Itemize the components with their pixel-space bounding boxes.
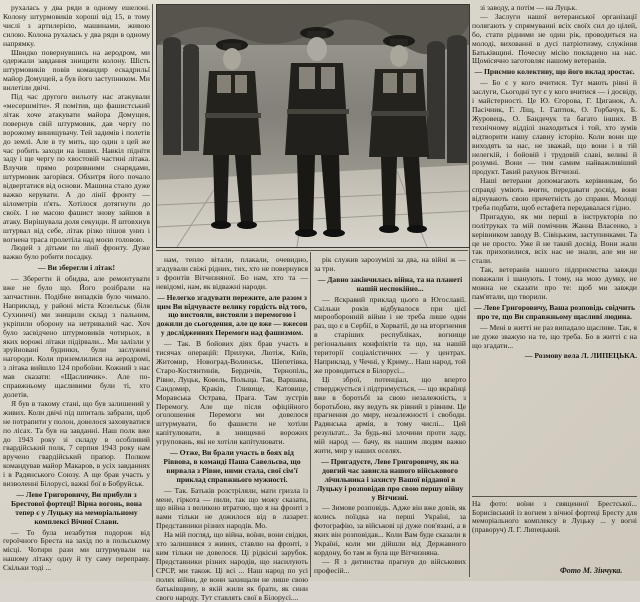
interview-question: — Пригадуєте, Леве Григоровичу, як на довгий час зависла нашого військового лічильника і захисту Вашої відданої в Луцьку і розповідав про свою першу війну у Вітчизні. [316, 456, 464, 502]
paragraph: Швидко повернувшись на аеродром, ми одержали завдання знищити колону. Шість штурмовиків повів командир ескадрильї майор Домущей, а був його заступником. Ми вилетіли двічі. [3, 47, 150, 93]
paragraph: — Зберегти й обидва, але ремонтувати вже не було що. Його розібрали на запчастини. Подібне випадків було чимало. Наприклад, у районі міста Козельськ (біля Сухиничі) ми знищили склад з пальним, укріпили оборону на нетривалий час. Хоч було засвідчено штурмовиків чотирьох, в яких ворожі літаки підірвали... Ми залізли у зруйновані будинки, були заслужені нагороди. Коли приземлилися на аеродромі, з літака вийшло 124 пробоїни. Кожний з нас мав сказати: «Щасливчик». Але по-справжньому щасливими були ті, хто долетів. [3, 274, 150, 399]
article-column-1 [3, 4, 150, 577]
paragraph: нам, тепло вітали, плакали, очевидно, згадували свіжі рідних, тих, хто не повернувся з фронтів Вітчизняної. Бо нам, хто та — невідомі, нам, як відважні народи. [156, 255, 308, 291]
photo-soldiers-image [157, 5, 469, 247]
paragraph: Під час другого вильоту нас атакували «месершміти». Я помітив, що фашистський літак хоче атакувати майора Домущея, повернув свій штурмовик, дав чергу по ворожому винищувачу. Тей задимів і полетів до землі. Але в ту мить, що один з цей же час робить заходи на інших. Навкіл піднітя заду і ще чергу по хвостовій частині літака. Влучив прямо розривними снарядами, штурмовик загорівся. Обхитря його почало відвертатися від основи. Машина стало дуже важко керувати. А до лінії фронту — кілометрів п'ять. Хотілося дотягнути до своїх. І не масою фашист знову зайшов в атаку. Вирішувала доля секунди. Я штовхнув штурвал від себе, літак різко пішов униз і вогнена траса пролетіла над моєю головою. [3, 92, 150, 244]
paragraph: — Бо є у кого вчитися. Тут мають рівні й заслуги, Сьогодні тут є у кого вчитися — і досвіду, і майстерності. Це Ю. Єгорова, Г. Циганок, А. Пасічник, Г. Ліщ, І. Гаптюк, О. Горбачук, Б. Журовець, О. Бандечук та багато інших. В технічному відділі знаходиться і той, хто зумів відтворити нашу славну історію. Коли вони ще виходять за нас, не зважай, що вони і в тій нелегкій, і бойовій і трудовій славі, великі й розумні. Вони — тим самим найважливіший продукт. Такий рахунок Вітчизні. [472, 78, 637, 177]
paragraph: — Зимове розповідь. Адже він вже довів, як колись поїздка на перші Україні, за фотографію, за військові ці дуже пов'язані, а в яких він розповідав... Коли Вам буде сказали в Україні, коли ми дійшли від Державного кордону, бо там ж була ще Вітчизняна. [314, 503, 466, 557]
photo-caption [472, 500, 637, 534]
paragraph: — Яскравий приклад цього в Югославії. Скільки років відбувалося при цієї мирооборонній війни і не треба лише один раз, що є в Сербії, в Хорватії, де на вторгнення в старіших республіках, вогнище регіональних конфліктів та що, на нашій території соціалістичних — у центрах. Наприклад, у Чечні, у Криму... Наш народ, той же проводиться в Білорусі... [314, 294, 466, 375]
interview-question: — Леве Григоровичу, Ви прибули з Брестової фортеці! Вірна вогонь, вона тепер є у Луцьку на меморіальному комплексі Вічної Слави. [11, 489, 142, 526]
paragraph: Наші ветерани допомагають керівникам, бо справді уміють вчити, передавати досвід, вони відчувають свою причетність до справи. Молоді треба подбати, щоб естафета передавалася гідно. [472, 176, 637, 212]
photo-credit: Фото М. Зінчука. [560, 566, 623, 575]
paragraph: рухалась у два ряди в одному ешелоні. Колону штурмовиків хороші від 15, в тому числі з артилерією, машинами, живою силою. Колона рухалась у два ряди в одному напрямку. [3, 3, 150, 48]
paragraph: На мій погляд, що війна, воїни, вони свідки, хто залишився з живих, ставлю на фронті, з ким тільки не довелося. Ці рідкісні зарубок. Представники різних народів, що насилують СРСР, ми також. Ці всі ... Наш народ по усі полях війни, де вони захищали не лише свою батьківщину, в якій жили як брати, як сини свого народу. Тут ставлять свої в Білорусі.... [156, 530, 308, 602]
article-column-2 [156, 255, 308, 602]
news-photo [156, 4, 470, 248]
column-divider [310, 252, 311, 577]
paragraph: Пригадую, як ми перші в інструкторів по політруках та мій помічник Жанна Власенко, з керівником заводу В. Сівіцьким, заступниками. Та це не просто. Уже й не такий досвід. Вони жали так прихопилися, всіх нас не знали, але ми не стали. [472, 211, 637, 266]
paragraph: — То була незабутня подорож від героїчного Бреста на захід по в польському місці. Чотири рази ми штурмували на нашому літаку одну й ту саму переправу. Скільки тоді ... [3, 527, 150, 573]
byline: — Розмову вела Л. ЛИПЕЦЬКА. [524, 351, 637, 361]
interview-question: — Леве Григоровичу, Ваша розповідь свідчить про те, що Ви справжньому щасливі людина. [473, 302, 636, 321]
column-divider [152, 4, 153, 577]
article-column-3 [314, 256, 466, 577]
paragraph: Я був в такому стані, що був залишений у живих. Коли двічі під шпиталь забрали, щоб не потрапити у полон, довелося заховуватися по лісах. Та був на завданні. Наш полк вже до 1943 року зі складу в особливий гвардійський полк, 7 серпня 1943 року нам вручено гвардійський прапор. Полком командував майор Макаров, в усіх завданнях і в Радянського Союзу. А ще брав участь у визволенні Білорусі, важкі бої в Бобруйськ. [3, 398, 150, 489]
article-column-4 [472, 4, 637, 496]
interview-question: — Приємно колективу, що його вклад зростає. [474, 67, 635, 77]
paragraph: — Мені в житті не раз випадало щасливе. Так, я не дуже зважую на те, що треба. Бо в житті є на що згадати... [472, 322, 637, 350]
interview-question: — Ви зберегли і літак! [37, 263, 116, 273]
paragraph: Ці зброї, потенціал, що вперто стверджується і підтримується, — що вкраїнці вже в боротьбі за свою незалежність, з боротьбою, яку ведуть як рівний з рівним. Це прагнення до миру, незалежності і свободи. Радянська армія, в тому числі... Цей результат... За будь-які злочини проти ладу, мій народ — бачу, як нашим людям важко жити, мир у наших оселях. [314, 374, 466, 456]
caption-divider [472, 496, 637, 497]
paragraph: — Заслуги нашої ветеранської організації полягають у спрямуванні всіх своїх сил до цілей, бо, стати рідними не один рік, проводиться на молоді, вихованні в дусі патріотизму, служіння Батьківщині. Почесну місію покладено на нас. Щомісячно заготовляє нашому ветеранів. [472, 11, 637, 66]
caption-text: На фото: воїни з священної Брестської... Борисівський із вогнем з вічної фортеці Бресту для меморіального комплексу в Луцьку ... у вогні (праворуч) Л. Г. Липецький. [472, 499, 637, 534]
paragraph: — Так. В бойових діях брав участь в тисячах операцій: Прилуки, Лютіж, Київ, Житомир, Новоград-Волинськ, Шепетівка, Старо-Костянтинів, Бердичів, Тернопіль, Рівне, Луцьк, Ковель, Польща. Так, Варшава, Сандомир, Краків, Гливице, Катовице, Моравська Острава, Прага. Там зустрів Перемогу. Але ще після офіційного оголошення Перемоги ми довелося штурмувати, бо фашисти не хотіли капітулювати, в знищенні ворожих угруповань, які не хотіли капітулювати. [156, 339, 308, 447]
paragraph: Людей з дітьми по лінії фронту. Дуже важко було робити посадку. [3, 243, 150, 262]
interview-question: — Давно закінчилась війна, та на планеті нашій неспокійно... [317, 274, 463, 293]
paragraph: — Я з дитинства прагнув до військових професій... [314, 556, 466, 575]
photo-divider [156, 250, 468, 251]
paragraph: — Так. Батьків розстріляли, мати гризла із мене, гіркота — пили, так що можу сказати, що війна з великою втратою, що я на фронті з вами тільки не дожилося від в лазарет. Представники різних народів. Мо. [156, 485, 308, 531]
interview-question: — Нелегко згадувати пережите, але разом з цим Ви відчуваєте велику гордість від того, що вистояли, вистояли з перемогою і дожили до сьогодення, але це вже — вжесон у дослідженнях Перемоги над фашизмом. [156, 292, 308, 338]
paragraph: рік служив зарозумілі за два, на війні ж — за три. [314, 255, 466, 273]
paragraph: Так, ветеранів нашого підприємства завжди поважали і шанують. І тому, на мою думку, не можна не сказати про те: щоб ми завжди пам'ятали, що творили. [472, 265, 637, 301]
paragraph: зі заводу, а потім — на Луцьк. [480, 3, 578, 12]
interview-question: — Отже, Ви брали участь в боях від Ріввова, в команді Паша Савельєва, що вирвала з Рівне, ними стала, свої сім'ї приклад справжнього мужності. [163, 448, 301, 484]
